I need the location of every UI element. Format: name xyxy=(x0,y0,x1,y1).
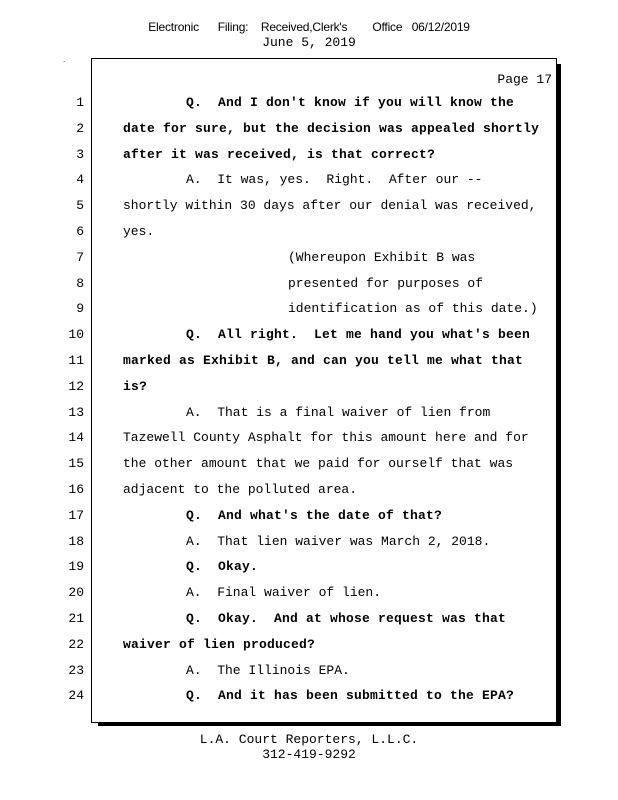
line-number: 1 xyxy=(76,95,84,110)
reporter-company: L.A. Court Reporters, L.L.C. xyxy=(199,732,419,747)
line-text: date for sure, but the decision was appealed shortly xyxy=(123,120,540,136)
transcript-line xyxy=(0,172,618,198)
line-number: 18 xyxy=(68,533,84,549)
reporter-phone: 312-419-9292 xyxy=(262,747,356,762)
line-text: is? xyxy=(123,378,148,394)
line-number: 16 xyxy=(68,482,84,497)
transcript-line xyxy=(0,637,618,663)
line-number: 8 xyxy=(76,275,84,291)
line-number: 7 xyxy=(76,249,84,265)
transcript-line xyxy=(0,353,618,379)
line-text: Q. Okay. xyxy=(186,559,259,575)
line-text: after it was received, is that correct? xyxy=(123,146,436,162)
transcript-line xyxy=(0,250,618,276)
line-number: 12 xyxy=(68,378,84,394)
line-text: A. It was, yes. Right. After our -- xyxy=(186,172,483,188)
transcript-line xyxy=(0,559,618,585)
line-number: 2 xyxy=(76,120,84,136)
filing-stamp: Electronic Filing: Received,Clerk's Office 06/12/2019 xyxy=(148,20,470,34)
line-text: presented for purposes of xyxy=(288,275,484,291)
transcript-line xyxy=(0,379,618,405)
line-text: the other amount that we paid for ourself that was xyxy=(123,456,514,472)
stray-mark: . xyxy=(63,55,66,64)
transcript-line xyxy=(0,456,618,482)
line-number: 11 xyxy=(68,353,84,368)
line-text: Q. And what's the date of that? xyxy=(186,507,443,523)
line-number: 20 xyxy=(68,585,84,601)
line-number: 4 xyxy=(76,172,84,188)
line-number: 5 xyxy=(76,198,84,214)
line-text: identification as of this date.) xyxy=(288,301,538,317)
line-text: A. That is a final waiver of lien from xyxy=(186,404,491,420)
line-text: waiver of lien produced? xyxy=(123,636,316,652)
line-text: A. That lien waiver was March 2, 2018. xyxy=(186,533,491,549)
line-number: 22 xyxy=(68,636,84,652)
line-text: Q. And it has been submitted to the EPA? xyxy=(186,688,515,704)
line-number: 15 xyxy=(68,456,84,472)
line-number: 19 xyxy=(68,559,84,575)
line-text: A. The Illinois EPA. xyxy=(186,662,350,678)
transcript-line xyxy=(0,95,618,121)
transcript-line xyxy=(0,198,618,224)
transcript-line xyxy=(0,430,618,456)
transcript-line xyxy=(0,585,618,611)
line-text: adjacent to the polluted area. xyxy=(123,482,358,497)
deposition-date: June 5, 2019 xyxy=(262,35,356,50)
transcript-line xyxy=(0,688,618,714)
transcript-line xyxy=(0,508,618,534)
transcript-line xyxy=(0,482,618,508)
transcript-line xyxy=(0,534,618,560)
transcript-line xyxy=(0,224,618,250)
transcript-line xyxy=(0,663,618,689)
line-text: marked as Exhibit B, and can you tell me what that xyxy=(123,353,524,368)
line-text: Tazewell County Asphalt for this amount here and for xyxy=(123,430,529,446)
transcript-line xyxy=(0,301,618,327)
line-number: 14 xyxy=(68,430,84,446)
line-number: 23 xyxy=(68,662,84,678)
line-text: Q. Okay. And at whose request was that xyxy=(186,611,507,626)
line-number: 9 xyxy=(76,301,84,317)
line-text: shortly within 30 days after our denial was received, xyxy=(123,198,537,214)
line-number: 6 xyxy=(76,224,84,239)
transcript-line xyxy=(0,611,618,637)
transcript-line xyxy=(0,327,618,353)
line-text: (Whereupon Exhibit B was xyxy=(288,249,476,265)
line-text: A. Final waiver of lien. xyxy=(186,585,382,601)
transcript-line xyxy=(0,147,618,173)
line-number: 10 xyxy=(68,327,84,343)
line-number: 21 xyxy=(68,611,84,626)
line-number: 24 xyxy=(68,688,84,704)
transcript-line xyxy=(0,276,618,302)
line-number: 13 xyxy=(68,404,84,420)
line-text: yes. xyxy=(123,224,155,239)
line-number: 3 xyxy=(76,146,84,162)
page-number: Page 17 xyxy=(497,72,552,87)
line-text: Q. All right. Let me hand you what's been xyxy=(186,327,531,343)
transcript-line xyxy=(0,405,618,431)
transcript-line xyxy=(0,121,618,147)
line-number: 17 xyxy=(68,507,84,523)
line-text: Q. And I don't know if you will know the xyxy=(186,95,515,110)
